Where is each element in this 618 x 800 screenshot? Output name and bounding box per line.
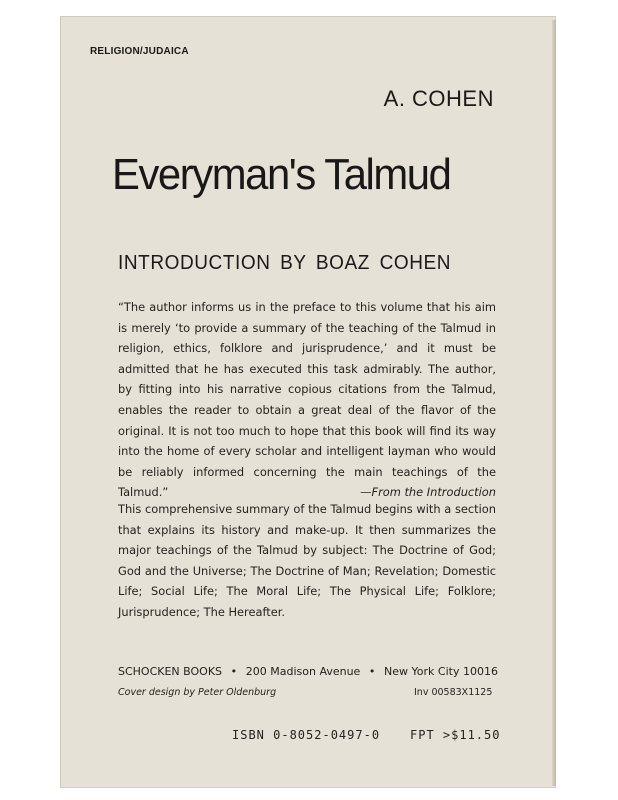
quote-attribution: —From the Introduction bbox=[360, 485, 496, 500]
publisher-line bbox=[118, 665, 498, 678]
author-name: A. COHEN bbox=[383, 86, 494, 111]
isbn-number: ISBN 0-8052-0497-0 bbox=[232, 728, 381, 742]
publisher-city: New York City 10016 bbox=[384, 665, 498, 678]
publisher-name: SCHOCKEN BOOKS bbox=[118, 665, 223, 678]
inventory-number: Inv 00583X1125 bbox=[414, 687, 493, 698]
quote-text: “The author informs us in the preface to this volume that his aim is merely ‘to provide a summary of the teaching of the Talmud in religion, ethics, folklore and jurisprudence,’ and it must be admitted that he has executed this task admirably. The author, by fitting into his narrative copious citations from the Talmud, enables the reader to obtain a great deal of the flavor of the original. It is not too much to hope that this book will find its way into the home of every scholar and intelligent layman who would be reliably informed concerning the main teachings of the Talmud.” bbox=[118, 300, 496, 500]
introduction-credit: INTRODUCTION BY BOAZ COHEN bbox=[118, 252, 452, 274]
cover-design-credit: Cover design by Peter Oldenburg bbox=[118, 687, 277, 698]
summary-paragraph: This comprehensive summary of the Talmud begins with a section that explains its history and make-up. It then summarizes the major teachings of the Talmud by subject: The Doctrine of God; God and the Universe; The Doctrine of Man; Revelation; Domestic Life; Social Life; The Moral Life; The Physical Life; Folklore; Jurisprudence; The Hereafter. bbox=[118, 502, 496, 619]
publisher-address: 200 Madison Avenue bbox=[245, 665, 361, 678]
price-code: FPT >$11.50 bbox=[410, 728, 501, 742]
category-label: RELIGION/JUDAICA bbox=[90, 46, 189, 57]
cover-edge bbox=[552, 20, 556, 786]
book-title: Everyman's Talmud bbox=[112, 150, 451, 199]
bullet-separator: • bbox=[230, 665, 238, 678]
bullet-separator: • bbox=[368, 665, 376, 678]
quote-block bbox=[118, 297, 496, 503]
